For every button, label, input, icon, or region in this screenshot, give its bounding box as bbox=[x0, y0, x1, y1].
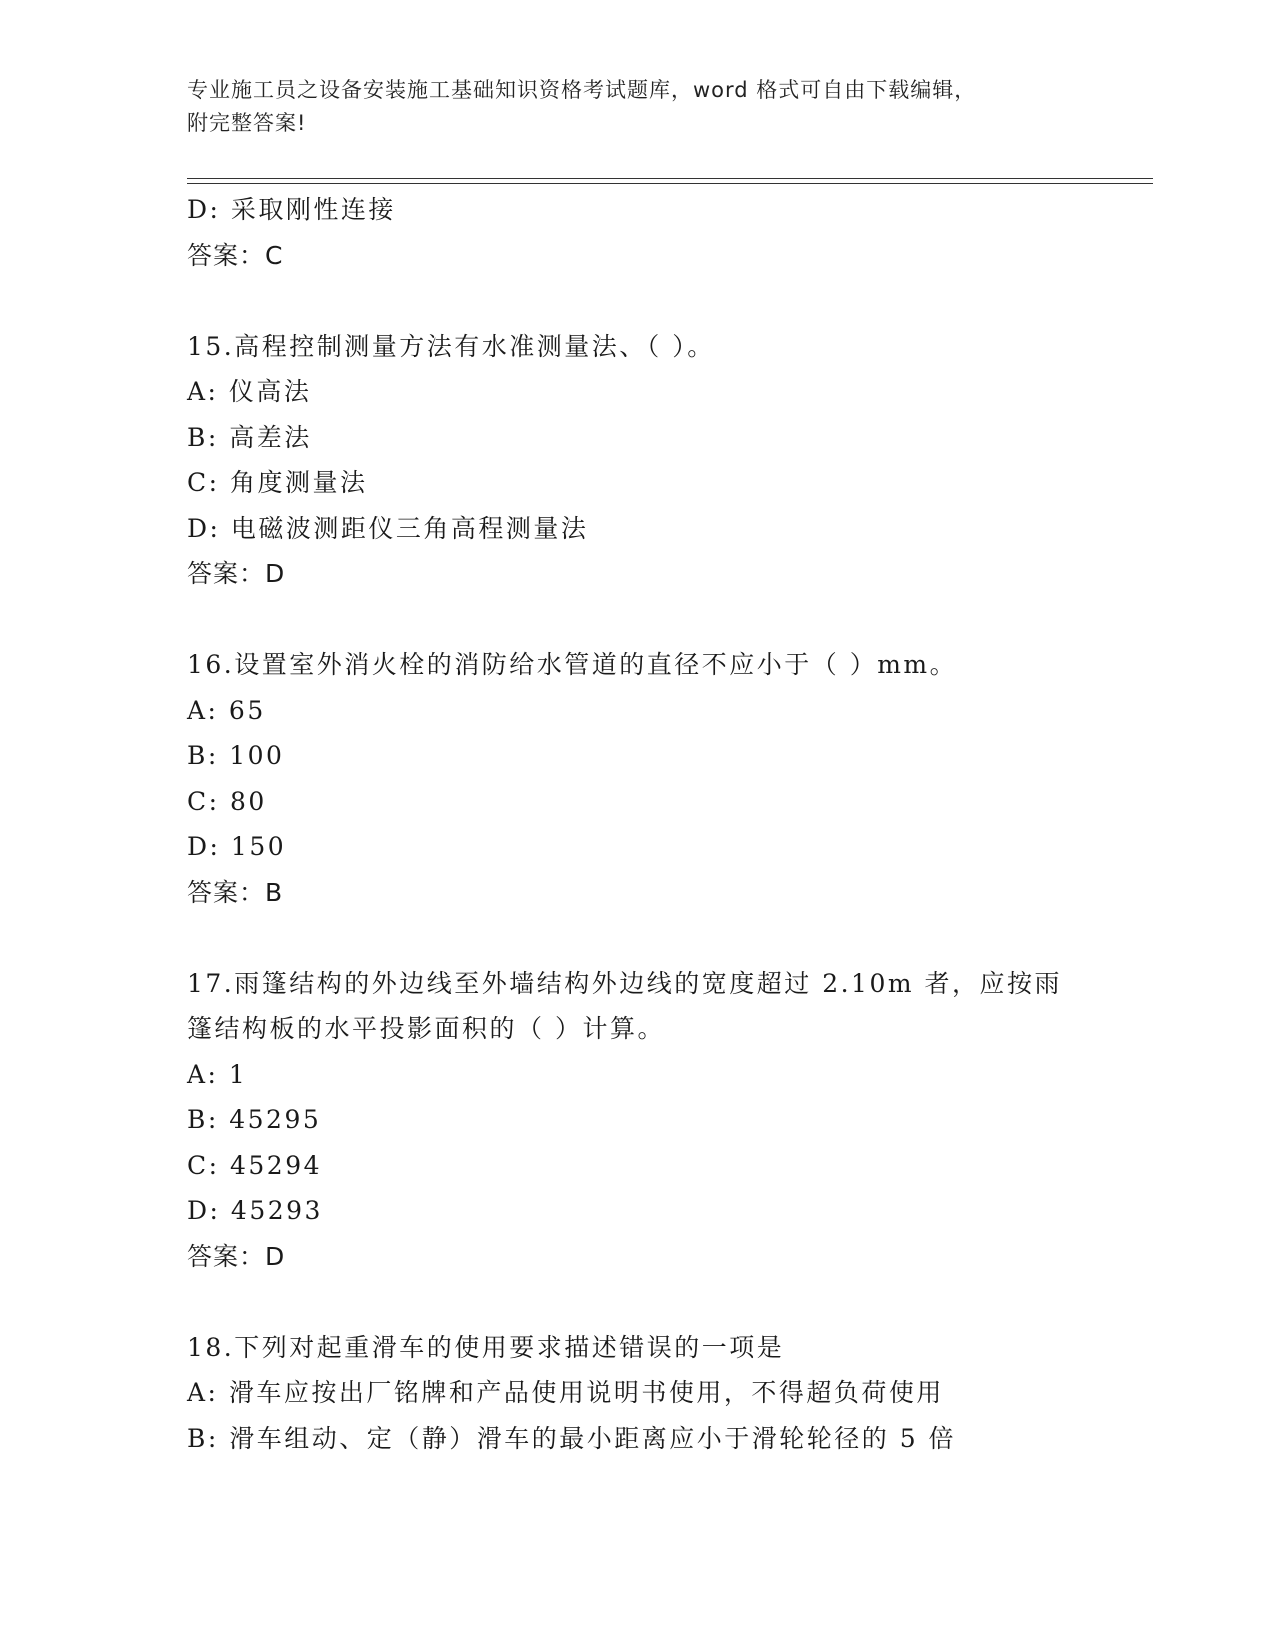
question-15-option-c: C: 角度测量法 bbox=[187, 468, 368, 497]
question-15-text: 15.高程控制测量方法有水准测量法、（ ）。 bbox=[187, 331, 715, 361]
question-list bbox=[187, 187, 1153, 1461]
question-16-option-d: D: 150 bbox=[187, 832, 287, 861]
question-15-option-d: D: 电磁波测距仪三角高程测量法 bbox=[187, 513, 589, 543]
question-17-answer: 答案：D bbox=[187, 1241, 286, 1271]
header-line-1: 专业施工员之设备安装施工基础知识资格考试题库，word 格式可自由下载编辑， bbox=[187, 78, 977, 102]
question-18-option-b: B: 滑车组动、定（静）滑车的最小距离应小于滑轮轮径的 5 倍 bbox=[187, 1423, 957, 1453]
question-17-text-line-1: 17.雨篷结构的外边线至外墙结构外边线的宽度超过 2.10m 者，应按雨 bbox=[187, 968, 1063, 998]
prev-answer: 答案：C bbox=[187, 240, 284, 270]
question-15-option-b: B: 高差法 bbox=[187, 422, 312, 452]
question-17-text-line-2: 篷结构板的水平投影面积的（ ）计算。 bbox=[187, 1014, 665, 1043]
document-header bbox=[187, 74, 1087, 140]
prev-option-d: D: 采取刚性连接 bbox=[187, 195, 396, 224]
question-16-option-c: C: 80 bbox=[187, 786, 267, 816]
question-15-answer: 答案：D bbox=[187, 559, 286, 588]
question-18-option-a: A: 滑车应按出厂铭牌和产品使用说明书使用，不得超负荷使用 bbox=[187, 1378, 944, 1407]
question-16-text: 16.设置室外消火栓的消防给水管道的直径不应小于（ ）mm。 bbox=[187, 650, 958, 679]
question-17-option-b: B: 45295 bbox=[187, 1105, 322, 1134]
question-17-option-a: A: 1 bbox=[187, 1059, 248, 1089]
question-15-option-a: A: 仪高法 bbox=[187, 377, 312, 406]
spacer bbox=[187, 915, 1153, 961]
spacer bbox=[187, 1279, 1153, 1325]
spacer bbox=[187, 278, 1153, 324]
question-17-option-c: C: 45294 bbox=[187, 1150, 323, 1180]
question-16-answer: 答案：B bbox=[187, 877, 284, 907]
spacer bbox=[187, 597, 1153, 643]
question-18-text: 18.下列对起重滑车的使用要求描述错误的一项是 bbox=[187, 1332, 785, 1362]
question-16-option-b: B: 100 bbox=[187, 741, 285, 770]
header-divider-bottom bbox=[187, 183, 1153, 184]
header-divider-top bbox=[187, 178, 1153, 179]
question-17-option-d: D: 45293 bbox=[187, 1196, 323, 1225]
header-line-2: 附完整答案! bbox=[187, 111, 307, 135]
question-16-option-a: A: 65 bbox=[187, 695, 266, 725]
